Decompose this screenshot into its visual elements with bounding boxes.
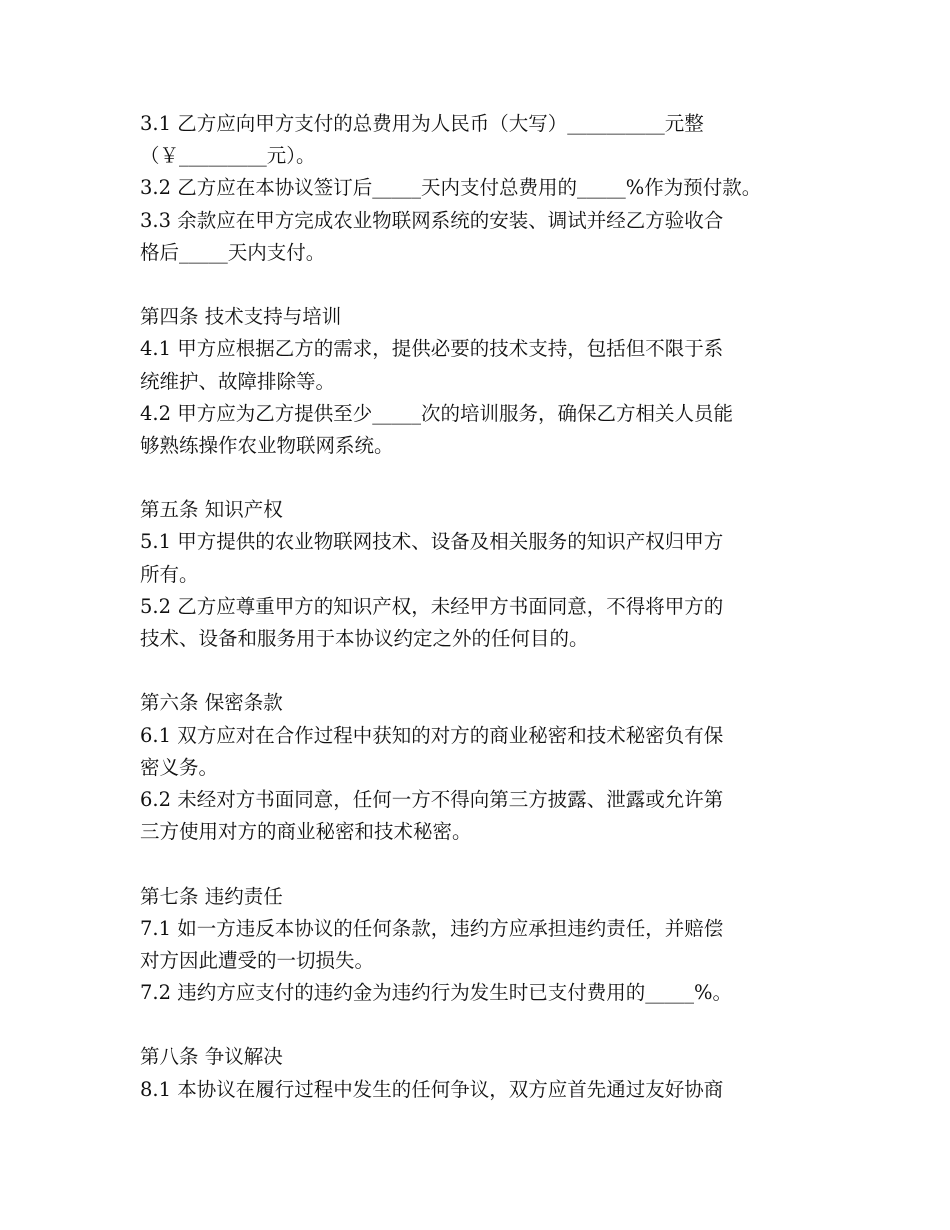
clause-6-1-line-2: 密义务。 [140, 755, 219, 779]
clause-3-3-line-1: 3.3 余款应在甲方完成农业物联网系统的安装、调试并经乙方验收合 [140, 208, 724, 232]
clause-6-1-line-1: 6.1 双方应对在合作过程中获知的对方的商业秘密和技术秘密负有保 [140, 723, 724, 747]
clause-7-1-line-1: 7.1 如一方违反本协议的任何条款，违约方应承担违约责任，并赔偿 [140, 916, 724, 940]
clause-5-1-line-1: 5.1 甲方提供的农业物联网技术、设备及相关服务的知识产权归甲方 [140, 530, 724, 554]
article-6-heading: 第六条 保密条款 [140, 691, 283, 715]
clause-7-1-line-2: 对方因此遭受的一切损失。 [140, 948, 375, 972]
article-4-heading: 第四条 技术支持与培训 [140, 305, 342, 329]
clause-5-2-line-2: 技术、设备和服务用于本协议约定之外的任何目的。 [140, 627, 589, 650]
clause-4-1-line-1: 4.1 甲方应根据乙方的需求，提供必要的技术支持，包括但不限于系 [140, 337, 724, 361]
clause-3-2: 3.2 乙方应在本协议签订后_____天内支付总费用的_____%作为预付款。 [140, 176, 762, 200]
paragraph-spacer [140, 655, 840, 687]
clause-8-1-line-1: 8.1 本协议在履行过程中发生的任何争议，双方应首先通过友好协商 [140, 1077, 724, 1101]
document-body [140, 108, 840, 1106]
paragraph-spacer [140, 462, 840, 494]
clause-3-1-line-2: （￥_________元）。 [140, 144, 316, 168]
clause-7-2: 7.2 违约方应支付的违约金为违约行为发生时已支付费用的_____%。 [140, 981, 732, 1005]
article-7-heading: 第七条 违约责任 [140, 884, 283, 908]
clause-3-3-line-2: 格后_____天内支付。 [140, 240, 326, 264]
paragraph-spacer [140, 848, 840, 880]
clause-6-2-line-1: 6.2 未经对方书面同意，任何一方不得向第三方披露、泄露或允许第 [140, 787, 724, 811]
clause-4-2-line-1: 4.2 甲方应为乙方提供至少_____次的培训服务，确保乙方相关人员能 [140, 401, 733, 425]
paragraph-spacer [140, 1009, 840, 1041]
clause-4-1-line-2: 统维护、故障排除等。 [140, 369, 336, 393]
clause-3-1-line-1: 3.1 乙方应向甲方支付的总费用为人民币（大写）__________元整 [140, 112, 704, 135]
clause-4-2-line-2: 够熟练操作农业物联网系统。 [140, 433, 394, 457]
clause-5-2-line-1: 5.2 乙方应尊重甲方的知识产权，未经甲方书面同意，不得将甲方的 [140, 594, 724, 618]
article-5-heading: 第五条 知识产权 [140, 498, 283, 522]
article-8-heading: 第八条 争议解决 [140, 1045, 283, 1069]
paragraph-spacer [140, 269, 840, 301]
clause-5-1-line-2: 所有。 [140, 562, 199, 586]
clause-6-2-line-2: 三方使用对方的商业秘密和技术秘密。 [140, 820, 472, 844]
